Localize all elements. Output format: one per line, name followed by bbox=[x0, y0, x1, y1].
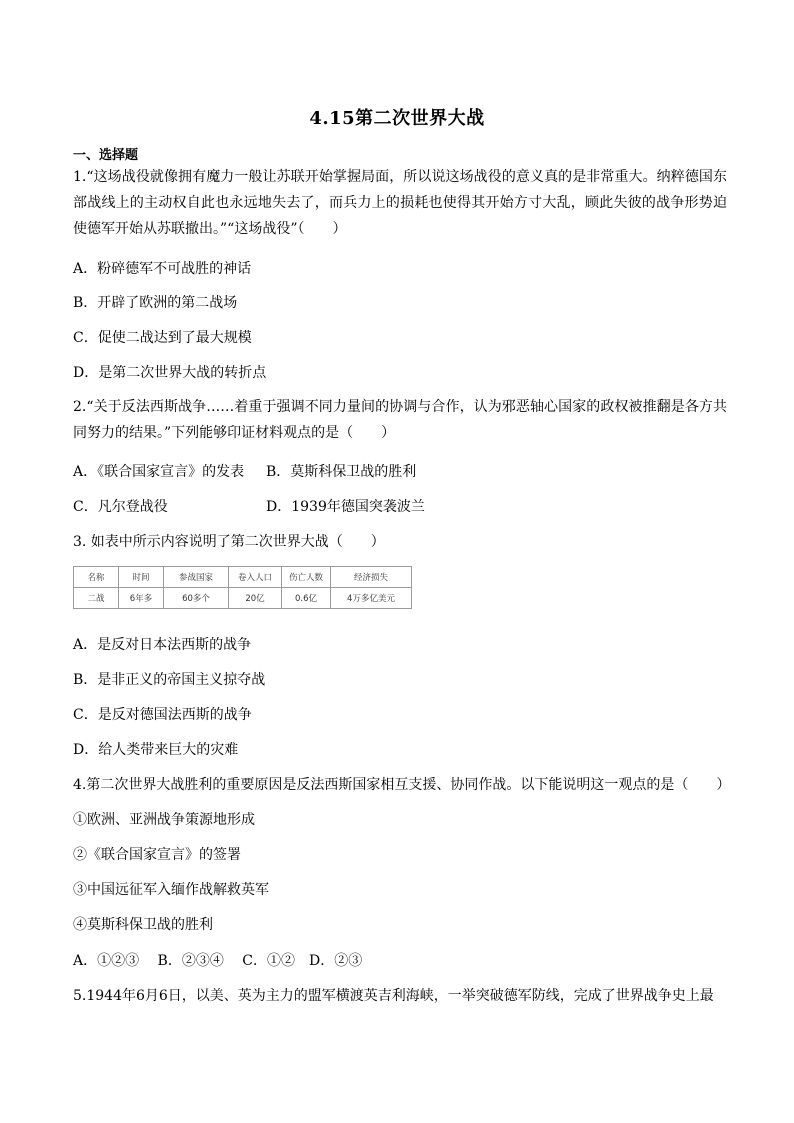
question-5-stem: 5.1944年6月6日，以美、英为主力的盟军横渡英吉利海峡，一举突破德军防线，完成了世界战争史上最 bbox=[73, 988, 714, 1004]
war-statistics-table bbox=[73, 566, 412, 609]
table-header-cell: 参战国家 bbox=[164, 567, 229, 588]
question-3-option-b: B．是非正义的帝国主义掠夺战 bbox=[73, 672, 266, 688]
table-cell: 60多个 bbox=[164, 588, 229, 609]
table-header-cell: 名称 bbox=[74, 567, 119, 588]
question-2-option-c: C．凡尔登战役 bbox=[73, 499, 168, 515]
table-cell: 4万多亿美元 bbox=[331, 588, 412, 609]
table-cell: 0.6亿 bbox=[282, 588, 331, 609]
question-3-option-a: A．是反对日本法西斯的战争 bbox=[73, 637, 252, 653]
table-header-cell: 伤亡人数 bbox=[282, 567, 331, 588]
table-header-cell: 经济损失 bbox=[331, 567, 412, 588]
question-2-option-d: D．1939年德国突袭波兰 bbox=[266, 499, 425, 515]
question-1-option-a: A．粉碎德军不可战胜的神话 bbox=[73, 261, 252, 277]
table-header-cell: 卷入人口 bbox=[229, 567, 282, 588]
table-row bbox=[74, 588, 412, 609]
question-3-option-c: C．是反对德国法西斯的战争 bbox=[73, 707, 252, 723]
table-header-cell: 时间 bbox=[119, 567, 164, 588]
question-4-item-2: ②《联合国家宣言》的签署 bbox=[73, 847, 241, 863]
question-1-stem: 1.“这场战役就像拥有魔力一般让苏联开始掌握局面，所以说这场战役的意义真的是非常重大。纳粹德国东部战线上的主动权自此也永远地失去了，而兵力上的损耗也使得其开始方寸大乱，顾此失彼的战争形势迫使德军开始从苏联撤出。”“这场战役”（ ） bbox=[73, 169, 727, 237]
question-1-option-c: C．促使二战达到了最大规模 bbox=[73, 330, 252, 346]
table-cell: 二战 bbox=[74, 588, 119, 609]
question-4-options: A．①②③ B．②③④ C．①② D．②③ bbox=[73, 953, 363, 969]
question-1-option-b: B．开辟了欧洲的第二战场 bbox=[73, 295, 238, 311]
question-3-option-d: D．给人类带来巨大的灾难 bbox=[73, 742, 239, 758]
question-4-item-3: ③中国远征军入缅作战解救英军 bbox=[73, 882, 269, 898]
question-1-option-d: D．是第二次世界大战的转折点 bbox=[73, 365, 267, 381]
question-4-item-4: ④莫斯科保卫战的胜利 bbox=[73, 917, 213, 933]
table-cell: 6年多 bbox=[119, 588, 164, 609]
question-4-stem: 4.第二次世界大战胜利的重要原因是反法西斯国家相互支援、协同作战。以下能说明这一观点的是（ ） bbox=[73, 777, 731, 793]
question-2-option-a: A．《联合国家宣言》的发表 bbox=[73, 464, 245, 480]
question-4-item-1: ①欧洲、亚洲战争策源地形成 bbox=[73, 812, 255, 828]
question-2-option-b: B．莫斯科保卫战的胜利 bbox=[266, 464, 417, 480]
table-header-row bbox=[74, 567, 412, 588]
page-title: 4.15第二次世界大战 bbox=[309, 108, 485, 129]
table-cell: 20亿 bbox=[229, 588, 282, 609]
question-3-stem: 3. 如表中所示内容说明了第二次世界大战（ ） bbox=[73, 534, 385, 550]
section-heading: 一、选择题 bbox=[73, 148, 139, 163]
question-2-stem: 2.“关于反法西斯战争……着重于强调不同力量间的协调与合作，认为邪恶轴心国家的政权被推翻是各方共同努力的结果。”下列能够印证材料观点的是（ ） bbox=[73, 399, 727, 441]
